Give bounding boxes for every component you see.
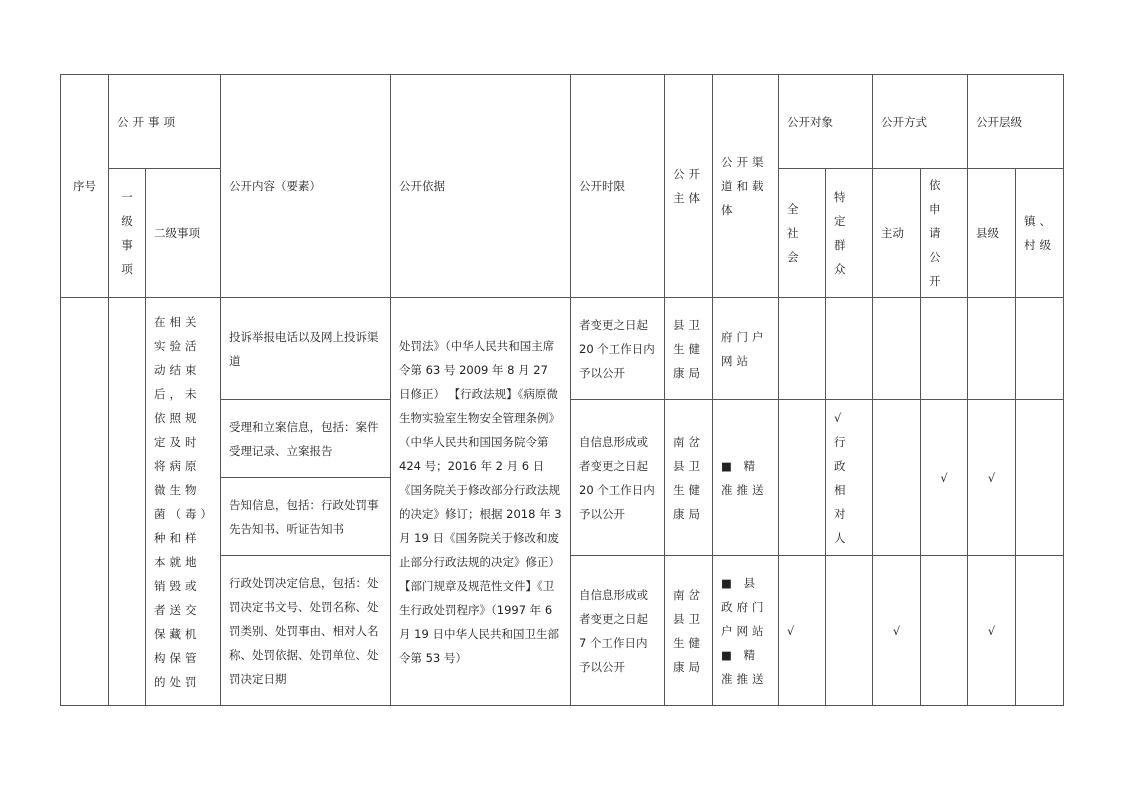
- row-channel: 府门户网站: [713, 298, 779, 400]
- row-mode-apply: [921, 556, 968, 706]
- row-content: 告知信息，包括：行政处罚事先告知书、听证告知书: [221, 478, 391, 556]
- row-mode-active: √: [873, 556, 921, 706]
- disclosure-table: [60, 74, 1064, 706]
- row-level-town: [1016, 298, 1064, 400]
- row-channel: ■ 县政府门户网站 ■ 精准推送: [713, 556, 779, 706]
- header-level1: 一级事项: [109, 169, 146, 298]
- header-level-town: 镇、村级: [1016, 169, 1064, 298]
- row-time: 者变更之日起 20 个工作日内予以公开: [571, 298, 665, 400]
- header-basis: 公开依据: [391, 75, 571, 298]
- row-mode-active: [873, 400, 921, 556]
- row-subject: 县卫生健康局: [665, 298, 713, 400]
- row-level2: 在相关实验活动结束后，未依照规定及时将病原微生物菌（毒）种和样本就地销毁或者送交保藏机构保管的处罚: [146, 298, 221, 706]
- row-level-county: √: [968, 400, 1016, 556]
- row-level-town: [1016, 556, 1064, 706]
- header-seq: 序号: [61, 75, 109, 298]
- row-subject: 南岔县卫生健康局: [665, 556, 713, 706]
- row-channel: ■ 精准推送: [713, 400, 779, 556]
- header-mode: 公开方式: [873, 75, 968, 169]
- row-target-all: [779, 298, 826, 400]
- row-time: 自信息形成或者变更之日起 20 个工作日内予以公开: [571, 400, 665, 556]
- header-level2: 二级事项: [146, 169, 221, 298]
- header-target-all: 全社会: [779, 169, 826, 298]
- row-content: 受理和立案信息，包括：案件受理记录、立案报告: [221, 400, 391, 478]
- row-mode-apply: [921, 298, 968, 400]
- header-level: 公开层级: [968, 75, 1064, 169]
- row-level-county: √: [968, 556, 1016, 706]
- row-target-specific: [826, 556, 873, 706]
- header-time: 公开时限: [571, 75, 665, 298]
- row-content: 行政处罚决定信息，包括：处罚决定书文号、处罚名称、处罚类别、处罚事由、相对人名称、处罚依据、处罚单位、处罚决定日期: [221, 556, 391, 706]
- header-mode-active: 主动: [873, 169, 921, 298]
- row-subject: 南岔县卫生健康局: [665, 400, 713, 556]
- header-target: 公开对象: [779, 75, 873, 169]
- row-level-town: [1016, 400, 1064, 556]
- row-content: 投诉举报电话以及网上投诉渠道: [221, 298, 391, 400]
- row-basis: 处罚法》（中华人民共和国主席令第 63 号 2009 年 8 月 27 日修正） 【行政法规】《病原微生物实验室生物安全管理条例》（中华人民共和国国务院令第 424 号；2016 年 2 月 6 日《国务院关于修改部分行政法规的决定》修订；根据 2018 年 3 月 19 日《国务院关于修改和废止部分行政法规的决定》修正） 【部门规章及规范性文件】《卫生行政处罚程序》（1997 年 6 月 19 日中华人民共和国卫生部令第 53 号）: [391, 298, 571, 706]
- header-item: 公开事项: [109, 75, 221, 169]
- row-target-specific: √ 行政相对人: [826, 400, 873, 556]
- header-target-specific: 特定群众: [826, 169, 873, 298]
- row-mode-active: [873, 298, 921, 400]
- row-seq: [61, 298, 109, 706]
- header-subject: 公开主体: [665, 75, 713, 298]
- header-mode-apply: 依申请公开: [921, 169, 968, 298]
- header-level-county: 县级: [968, 169, 1016, 298]
- row-target-all: [779, 400, 826, 556]
- row-level1: [109, 298, 146, 706]
- row-time: 自信息形成或者变更之日起 7 个工作日内予以公开: [571, 556, 665, 706]
- row-target-all: √: [779, 556, 826, 706]
- row-mode-apply: √: [921, 400, 968, 556]
- row-target-specific: [826, 298, 873, 400]
- row-level-county: [968, 298, 1016, 400]
- header-content: 公开内容（要素）: [221, 75, 391, 298]
- header-channel: 公开渠道和载体: [713, 75, 779, 298]
